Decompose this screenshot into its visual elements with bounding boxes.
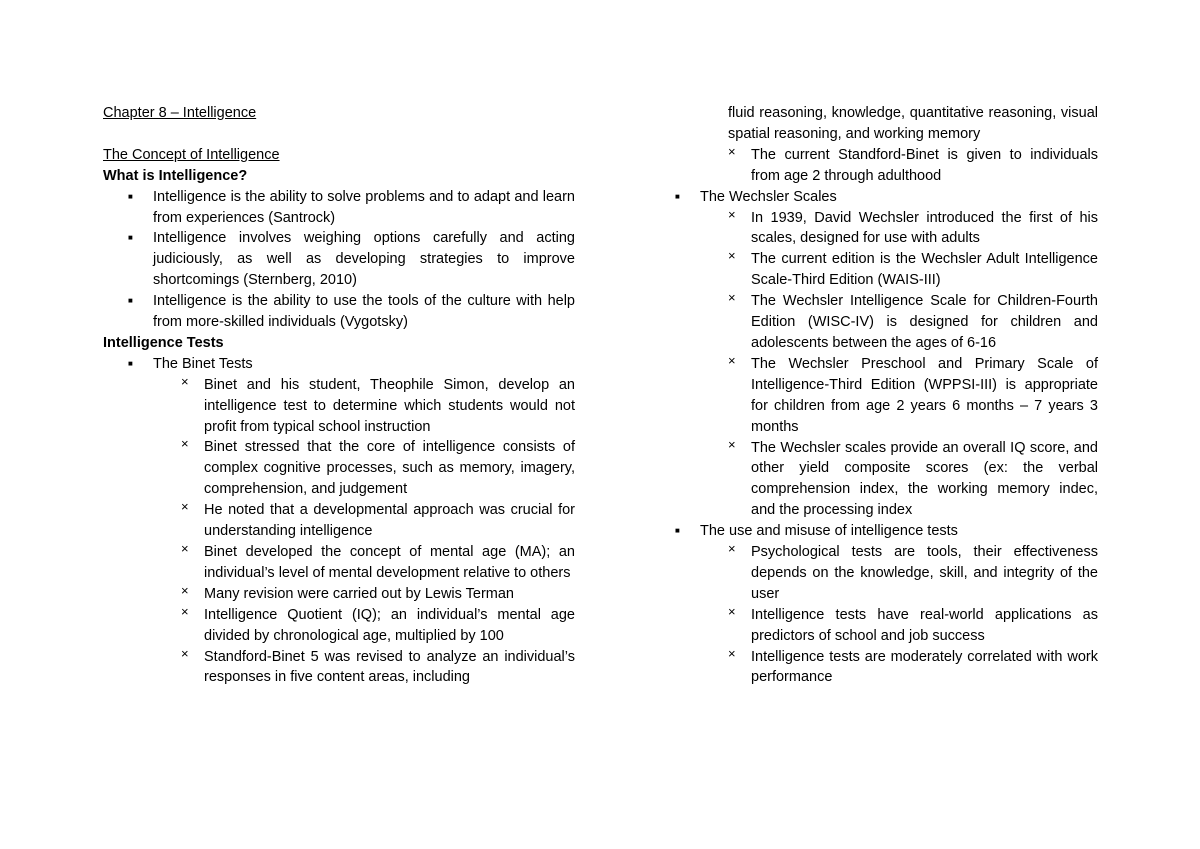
binet-sub-item: × He noted that a developmental approach was crucial for understanding intelligence: [103, 500, 575, 542]
usage-sub-item: × Intelligence tests have real-world applications as predictors of school and job success: [650, 605, 1098, 647]
usage-label: The use and misuse of intelligence tests: [700, 523, 958, 540]
wechsler-sub-item: × The current edition is the Wechsler Adult Intelligence Scale-Third Edition (WAIS-III): [650, 249, 1098, 291]
binet-sub-item: × Many revision were carried out by Lewis Terman: [103, 584, 575, 605]
wechsler-sub-item: × In 1939, David Wechsler introduced the first of his scales, designed for use with adults: [650, 208, 1098, 250]
wechsler-sub-item: × The Wechsler Intelligence Scale for Children-Fourth Edition (WISC-IV) is designed for children and adolescents between the ages of 6-16: [650, 291, 1098, 354]
right-column: [650, 103, 1098, 688]
binet-sub-item: × Intelligence Quotient (IQ); an individual’s mental age divided by chronological age, multiplied by 100: [103, 605, 575, 647]
wechsler-sub-item: × The Wechsler Preschool and Primary Scale of Intelligence-Third Edition (WPPSI-III) is appropriate for children from age 2 years 6 months – 7 years 3 months: [650, 354, 1098, 438]
concept-heading: The Concept of Intelligence: [103, 146, 280, 163]
binet-sublist: [103, 375, 575, 689]
wechsler-list: [650, 187, 1098, 208]
binet-sub-item: × Binet developed the concept of mental age (MA); an individual’s level of mental development relative to others: [103, 542, 575, 584]
binet-continuation: fluid reasoning, knowledge, quantitative reasoning, visual spatial reasoning, and working memory: [728, 105, 1098, 142]
binet-tests-item: [103, 354, 575, 375]
definition-item: ■ Intelligence is the ability to solve problems and to adapt and learn from experiences (Santrock): [103, 187, 575, 229]
usage-sub-item: × Intelligence tests are moderately correlated with work performance: [650, 647, 1098, 689]
definitions-list: [103, 187, 575, 333]
left-column: [103, 103, 575, 688]
usage-item: [650, 521, 1098, 542]
usage-sub-item: × Psychological tests are tools, their effectiveness depends on the knowledge, skill, and integrity of the user: [650, 542, 1098, 605]
wechsler-sublist: [650, 208, 1098, 522]
binet-sub-item: × The current Standford-Binet is given to individuals from age 2 through adulthood: [650, 145, 1098, 187]
spacer: [103, 124, 575, 145]
chapter-title: Chapter 8 – Intelligence: [103, 105, 257, 121]
binet-sub-item: × Binet and his student, Theophile Simon, develop an intelligence test to determine which students would not profit from typical school instruction: [103, 375, 575, 438]
what-heading: What is Intelligence?: [103, 167, 248, 184]
binet-tests-label: The Binet Tests: [153, 355, 253, 372]
tests-list: [103, 354, 575, 375]
binet-sub-item: × Binet stressed that the core of intelligence consists of complex cognitive processes, such as memory, imagery, comprehension, and judgement: [103, 437, 575, 500]
wechsler-item: [650, 187, 1098, 208]
binet-sub-item: × Standford-Binet 5 was revised to analyze an individual’s responses in five content areas, including: [103, 647, 575, 689]
wechsler-label: The Wechsler Scales: [700, 188, 837, 205]
wechsler-sub-item: × The Wechsler scales provide an overall IQ score, and other yield composite scores (ex: the verbal comprehension index, the working memory indec, and the processing index: [650, 438, 1098, 522]
usage-list: [650, 521, 1098, 542]
usage-sublist: [650, 542, 1098, 688]
binet-sublist-continued: [650, 145, 1098, 187]
definition-item: ■ Intelligence is the ability to use the tools of the culture with help from more-skilled individuals (Vygotsky): [103, 291, 575, 333]
tests-heading: Intelligence Tests: [103, 334, 224, 351]
definition-item: ■ Intelligence involves weighing options carefully and acting judiciously, as well as developing strategies to improve shortcomings (Sternberg, 2010): [103, 228, 575, 291]
